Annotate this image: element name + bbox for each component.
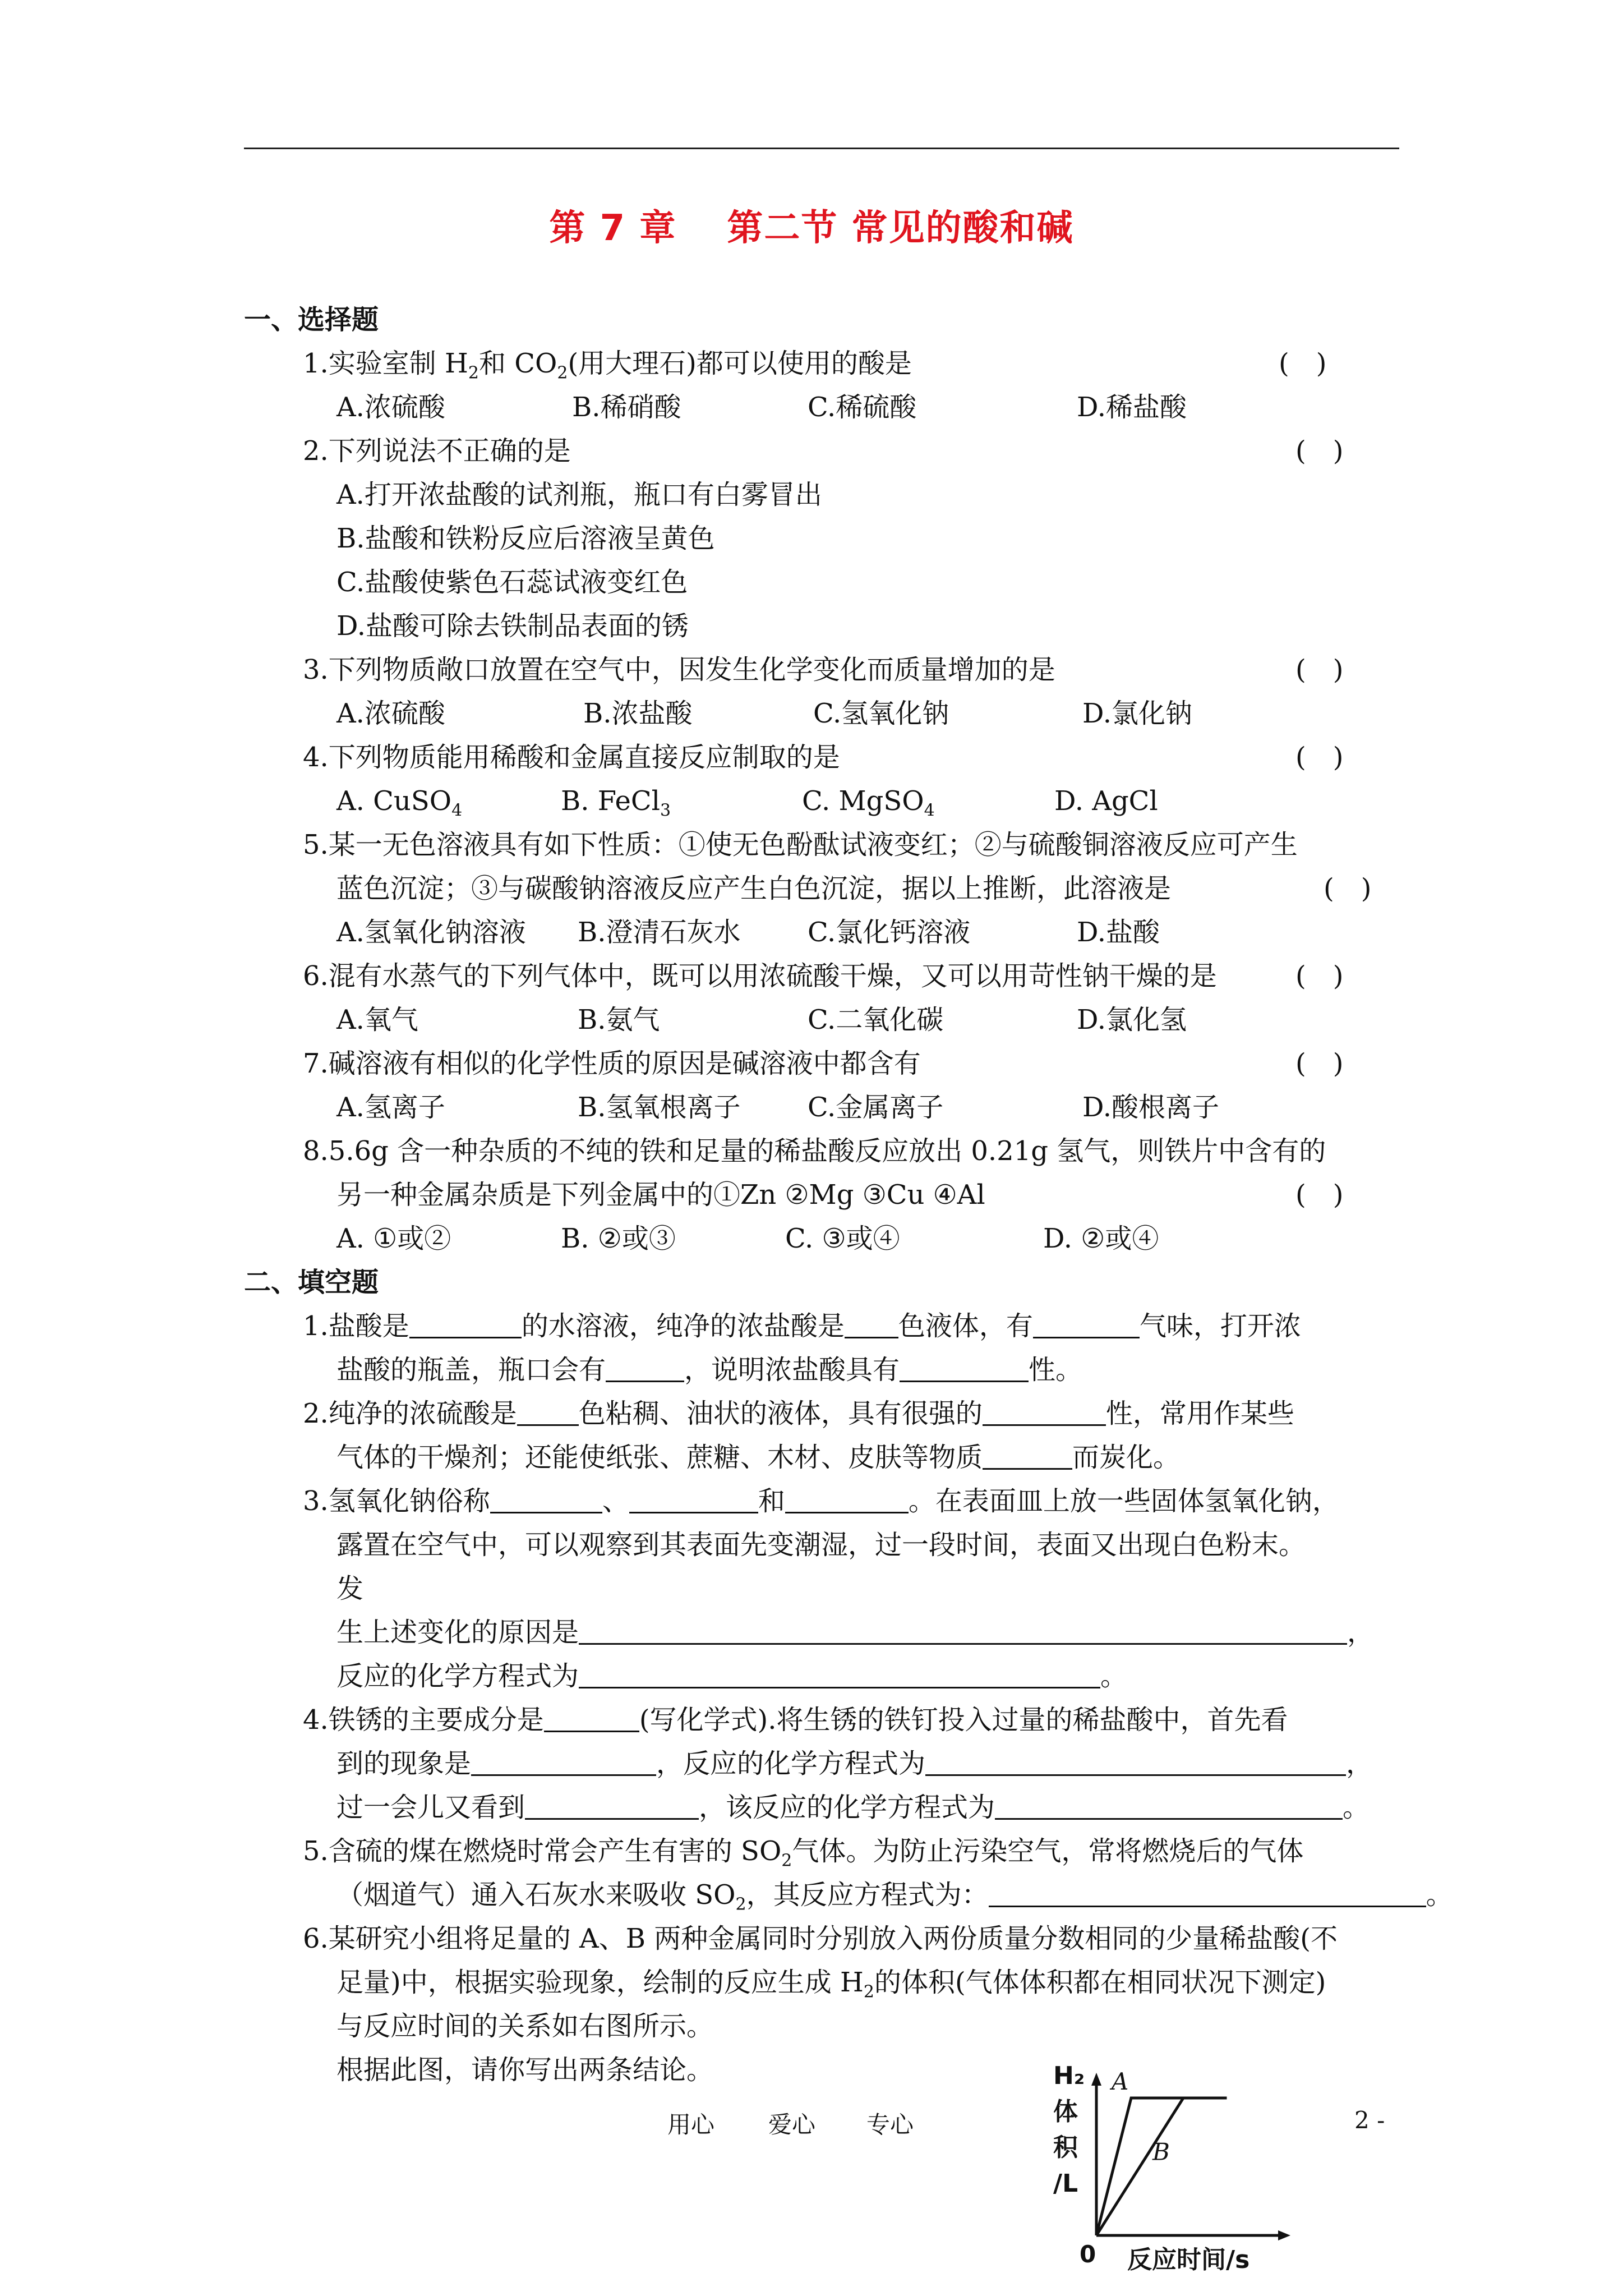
question-2-option-d: D.盐酸可除去铁制品表面的锈	[336, 610, 689, 642]
series-label-a: A	[1112, 2068, 1129, 2095]
blank[interactable]	[471, 1750, 656, 1776]
h2-volume-time-chart	[1049, 2050, 1307, 2275]
blank[interactable]	[579, 1662, 1100, 1688]
section-heading-choice: 一、选择题	[244, 304, 379, 335]
question-2-option-c: C.盐酸使紫色石蕊试液变红色	[336, 567, 688, 598]
y-axis-label-part: /L	[1053, 2169, 1078, 2198]
chapter-label: 第 7 章	[549, 208, 677, 249]
blank[interactable]	[989, 1881, 1426, 1907]
fill-question-4-line2: 到的现象是 ，反应的化学方程式为 ，	[336, 1748, 1373, 1779]
fill-question-2-line1: 2.纯净的浓硫酸是 色粘稠、油状的液体，具有很强的 性，常用作某些	[303, 1398, 1294, 1429]
footer-item-2: 爱心	[768, 2111, 816, 2138]
y-axis-label-part: 体	[1053, 2097, 1078, 2126]
page-title	[0, 199, 1623, 251]
blank[interactable]	[490, 1487, 602, 1513]
blank[interactable]	[995, 1793, 1343, 1820]
question-2-option-a: A.打开浓盐酸的试剂瓶，瓶口有白雾冒出	[336, 479, 822, 510]
question-5-line1: 5.某一无色溶液具有如下性质：①使无色酚酞试液变红；②与硫酸铜溶液反应可产生	[303, 829, 1298, 861]
fill-question-2-line2: 气体的干燥剂；还能使纸张、蔗糖、木材、皮肤等物质 而炭化。	[336, 1442, 1181, 1473]
section-label: 第二节 常见的酸和碱	[727, 208, 1074, 249]
blank[interactable]	[544, 1706, 639, 1732]
header-rule	[244, 148, 1399, 149]
series-line-b	[1096, 2098, 1227, 2235]
blank[interactable]	[925, 1750, 1346, 1776]
page-number: 2 -	[1354, 2106, 1385, 2134]
answer-paren-5[interactable]: ( )	[1324, 873, 1372, 904]
question-8-line2: 另一种金属杂质是下列金属中的①Zn ②Mg ③Cu ④Al	[336, 1179, 985, 1211]
fill-question-1-line2: 盐酸的瓶盖，瓶口会有 ，说明浓盐酸具有 性。	[336, 1354, 1083, 1386]
answer-paren-2[interactable]: ( )	[1295, 435, 1344, 467]
answer-paren-6[interactable]: ( )	[1295, 960, 1344, 992]
fill-question-4-line3: 过一会儿又看到 ，该反应的化学方程式为 。	[336, 1792, 1370, 1823]
answer-paren-3[interactable]: ( )	[1295, 654, 1344, 685]
fill-question-3-line2: 露置在空气中，可以观察到其表面先变潮湿，过一段时间，表面又出现白色粉末。	[336, 1529, 1306, 1561]
blank[interactable]	[606, 1356, 684, 1382]
origin-label: 0	[1080, 2240, 1096, 2268]
blank[interactable]	[517, 1400, 579, 1426]
section-heading-fill: 二、填空题	[244, 1267, 379, 1298]
question-4: 4.下列物质能用稀酸和金属直接反应制取的是	[303, 742, 840, 773]
fill-question-5-line1: 5.含硫的煤在燃烧时常会产生有害的 $SO_2$气体。为防止污染空气，常将燃烧后的气体	[303, 1835, 1304, 1871]
series-label-b: B	[1152, 2138, 1170, 2166]
question-2: 2.下列说法不正确的是	[303, 435, 571, 467]
question-7: 7.碱溶液有相似的化学性质的原因是碱溶液中都含有	[303, 1048, 921, 1079]
blank[interactable]	[1033, 1312, 1140, 1338]
fill-question-6-line3: 与反应时间的关系如右图所示。	[336, 2010, 714, 2042]
y-axis-label-part: H₂	[1053, 2062, 1085, 2090]
fill-question-3-line1: 3.氢氧化钠俗称 、 和 。在表面皿上放一些固体氢氧化钠，	[303, 1485, 1339, 1517]
answer-paren-1[interactable]: ( )	[1279, 348, 1327, 379]
y-axis-label-part: 积	[1053, 2133, 1078, 2162]
y-axis-arrow	[1091, 2073, 1101, 2086]
blank[interactable]	[525, 1793, 699, 1820]
fill-question-3-line3: 发	[336, 1573, 364, 1604]
series-line-a	[1096, 2098, 1227, 2235]
x-axis-arrow	[1278, 2230, 1290, 2240]
question-5-line2: 蓝色沉淀；③与碳酸钠溶液反应产生白色沉淀，据以上推断，此溶液是	[336, 873, 1172, 904]
blank[interactable]	[785, 1487, 909, 1513]
answer-paren-4[interactable]: ( )	[1295, 742, 1344, 773]
question-1: 1.实验室制 $H_2$和 $CO_2$(用大理石)都可以使用的酸是	[303, 348, 912, 383]
blank[interactable]	[900, 1356, 1029, 1382]
fill-question-4-line1: 4.铁锈的主要成分是 (写化学式).将生锈的铁钉投入过量的稀盐酸中，首先看	[303, 1704, 1288, 1736]
fill-question-5-line2: （烟道气）通入石灰水来吸收 $SO_2$，其反应方程式为： 。	[336, 1879, 1453, 1915]
blank[interactable]	[983, 1443, 1072, 1470]
question-3: 3.下列物质敞口放置在空气中，因发生化学变化而质量增加的是	[303, 654, 1055, 685]
blank[interactable]	[629, 1487, 758, 1513]
blank[interactable]	[845, 1312, 898, 1338]
question-6: 6.混有水蒸气的下列气体中，既可以用浓硫酸干燥，又可以用苛性钠干燥的是	[303, 960, 1217, 992]
footer-item-1: 用心	[667, 2111, 715, 2138]
blank[interactable]	[579, 1618, 1347, 1645]
fill-question-3-line4: 生上述变化的原因是 ，	[336, 1617, 1375, 1648]
fill-question-6-line1: 6.某研究小组将足量的 A、B 两种金属同时分别放入两份质量分数相同的少量稀盐酸(不	[303, 1923, 1338, 1954]
footer-item-3: 专心	[866, 2111, 914, 2138]
blank[interactable]	[983, 1400, 1106, 1426]
fill-question-6-line4: 根据此图，请你写出两条结论。	[336, 2054, 714, 2086]
answer-paren-7[interactable]: ( )	[1295, 1048, 1344, 1079]
x-axis-label: 反应时间/s	[1127, 2246, 1250, 2274]
blank[interactable]	[409, 1312, 522, 1338]
question-2-option-b: B.盐酸和铁粉反应后溶液呈黄色	[336, 523, 715, 554]
fill-question-6-line2: 足量)中，根据实验现象，绘制的反应生成 $H_2$的体积(气体体积都在相同状况下测定)	[336, 1967, 1326, 2002]
fill-question-3-line5: 反应的化学方程式为 。	[336, 1660, 1128, 1692]
fill-question-1-line1: 1.盐酸是 的水溶液，纯净的浓盐酸是 色液体，有 气味，打开浓	[303, 1310, 1301, 1342]
question-8-line1: 8.5.6g 含一种杂质的不纯的铁和足量的稀盐酸反应放出 0.21g 氢气，则铁片中含有的	[303, 1135, 1326, 1167]
answer-paren-8[interactable]: ( )	[1295, 1179, 1344, 1211]
